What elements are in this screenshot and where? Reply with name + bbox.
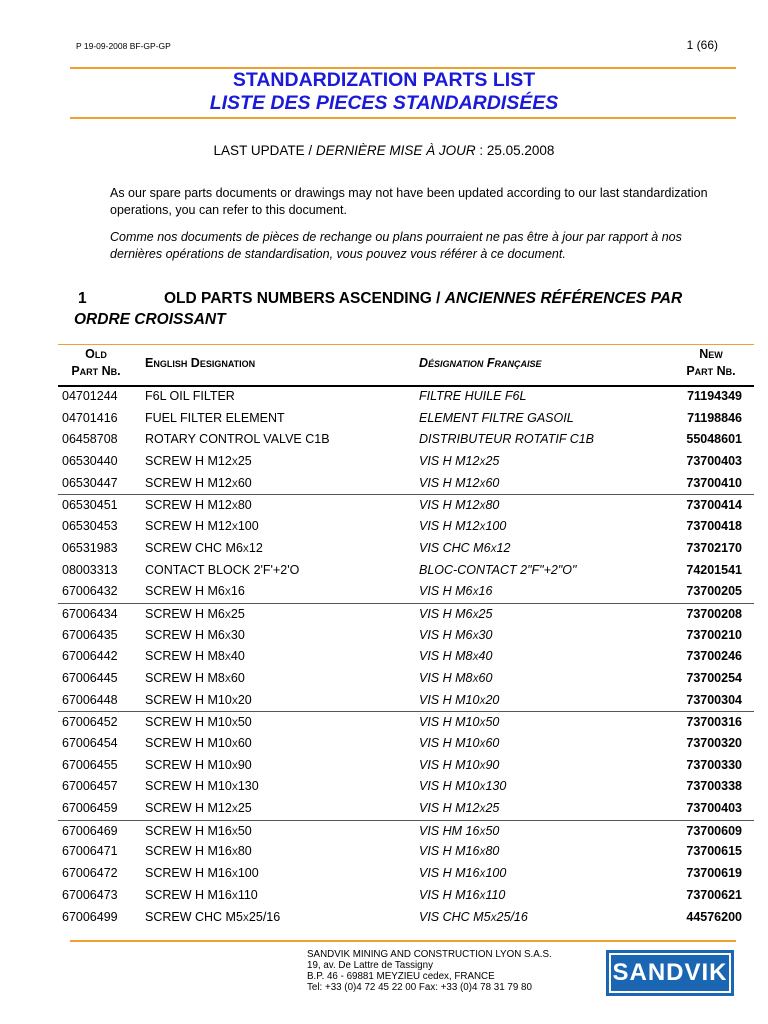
- table-row: [58, 538, 754, 560]
- old-part-number: 67006432: [62, 584, 118, 599]
- table-row: [58, 755, 754, 777]
- old-part-number: 67006469: [62, 823, 118, 838]
- french-designation: VIS H M10x20: [419, 692, 500, 707]
- french-designation: VIS HM 16x50: [419, 823, 500, 838]
- new-part-number: 73700403: [686, 801, 742, 816]
- old-part-number: 67006434: [62, 606, 118, 621]
- old-part-number: 06531983: [62, 540, 118, 555]
- english-designation: SCREW H M16x110: [145, 887, 258, 902]
- intro-french: Comme nos documents de pièces de rechange ou plans pourraient ne pas être à jour par rapport à nos dernières opérations de standardisation, vous pouvez vous référer à ce document.: [110, 230, 682, 261]
- header-french-designation: Désignation Française: [419, 356, 542, 370]
- english-designation: SCREW H M12x80: [145, 498, 252, 513]
- english-designation: SCREW H M16x100: [145, 866, 259, 881]
- english-designation: F6L OIL FILTER: [145, 389, 235, 403]
- header-old-part: [58, 346, 134, 380]
- old-part-number: 67006471: [62, 844, 118, 859]
- new-part-number: 73700418: [686, 519, 742, 534]
- new-part-number: 73700320: [686, 736, 742, 750]
- french-designation: VIS H M12x25: [419, 454, 500, 469]
- section-title-en: OLD PARTS NUMBERS ASCENDING /: [164, 290, 445, 307]
- old-part-number: 67006473: [62, 887, 118, 902]
- english-designation: SCREW H M8x60: [145, 670, 245, 685]
- english-designation: SCREW H M16x50: [145, 823, 252, 838]
- french-designation: VIS H M16x110: [419, 887, 506, 902]
- english-designation: ROTARY CONTROL VALVE C1B: [145, 432, 330, 447]
- table-row: [58, 625, 754, 647]
- new-part-number: 73700609: [686, 823, 742, 838]
- english-designation: SCREW H M16x80: [145, 844, 252, 859]
- french-designation: VIS H M6x25: [419, 606, 493, 621]
- old-part-number: 67006455: [62, 757, 118, 772]
- new-part-number: 73700414: [686, 498, 742, 513]
- table-row: [58, 516, 754, 538]
- table-top-rule: [58, 344, 754, 345]
- english-designation: SCREW CHC M5x25/16: [145, 909, 281, 924]
- new-part-number: 71198846: [687, 410, 742, 425]
- english-designation: SCREW H M10x50: [145, 715, 252, 730]
- new-part-number: 73700210: [686, 627, 742, 642]
- french-designation: VIS H M12x60: [419, 475, 500, 490]
- english-designation: FUEL FILTER ELEMENT: [145, 410, 285, 425]
- old-part-number: 67006459: [62, 801, 118, 816]
- section-number: 1: [78, 290, 87, 307]
- last-update-label-en: LAST UPDATE /: [213, 143, 316, 158]
- old-part-number: 67006457: [62, 779, 118, 794]
- english-designation: SCREW H M12x60: [145, 475, 252, 490]
- french-designation: VIS CHC M5x25/16: [419, 909, 528, 924]
- old-part-number: 08003313: [62, 562, 118, 577]
- french-designation: VIS H M10x60: [419, 736, 500, 750]
- english-designation: SCREW CHC M6x12: [145, 540, 263, 555]
- title-french: LISTE DES PIECES STANDARDISÉES: [209, 92, 559, 114]
- table-row: [58, 885, 754, 907]
- english-designation: SCREW H M12x100: [145, 519, 259, 534]
- new-part-number: 73700621: [686, 887, 742, 902]
- table-row: [58, 603, 754, 625]
- new-part-number: 73702170: [686, 540, 742, 555]
- parts-table: [58, 386, 754, 928]
- old-part-number: 06458708: [62, 432, 118, 447]
- header-new-line2: Part Nb.: [686, 364, 736, 378]
- old-part-number: 04701416: [62, 410, 118, 425]
- new-part-number: 73700246: [686, 649, 742, 664]
- table-row: [58, 863, 754, 885]
- header-old-line2: Part Nb.: [71, 364, 121, 378]
- old-part-number: 06530440: [62, 454, 118, 469]
- french-designation: FILTRE HUILE F6L: [419, 389, 527, 403]
- table-row: [58, 798, 754, 820]
- english-designation: SCREW H M12x25: [145, 454, 252, 469]
- intro-english: As our spare parts documents or drawings may not have been updated according to our last standardization operations, you can refer to this document.: [110, 186, 708, 217]
- new-part-number: 55048601: [686, 432, 742, 447]
- table-row: [58, 386, 754, 408]
- last-update-label-fr: DERNIÈRE MISE À JOUR: [315, 143, 476, 158]
- french-designation: ELEMENT FILTRE GASOIL: [419, 410, 574, 425]
- french-designation: VIS H M16x100: [419, 866, 507, 881]
- french-designation: VIS H M12x80: [419, 498, 500, 513]
- new-part-number: 73700254: [686, 670, 742, 685]
- new-part-number: 44576200: [686, 909, 742, 924]
- table-row: [58, 907, 754, 929]
- section-heading: [74, 288, 734, 330]
- footer-address: [307, 949, 552, 993]
- table-row: [58, 733, 754, 755]
- table-row: [58, 668, 754, 690]
- old-part-number: 04701244: [62, 389, 118, 403]
- old-part-number: 06530447: [62, 475, 118, 490]
- table-row: [58, 560, 754, 582]
- french-designation: VIS CHC M6x12: [419, 540, 511, 555]
- old-part-number: 67006452: [62, 715, 118, 730]
- header-english-designation: English Designation: [145, 356, 256, 370]
- old-part-number: 67006499: [62, 909, 118, 924]
- title-divider: [70, 117, 736, 119]
- table-row: [58, 581, 754, 603]
- header-new-line1: New: [699, 347, 723, 361]
- english-designation: SCREW H M6x30: [145, 627, 245, 642]
- header-new-part: [676, 346, 746, 380]
- french-designation: VIS H M10x90: [419, 757, 500, 772]
- table-row: [58, 820, 754, 842]
- new-part-number: 74201541: [686, 562, 742, 577]
- table-row: [58, 711, 754, 733]
- sandvik-logo-text: SANDVIK: [609, 953, 731, 993]
- new-part-number: 73700403: [686, 454, 742, 469]
- old-part-number: 06530453: [62, 519, 118, 534]
- french-designation: VIS H M6x30: [419, 627, 493, 642]
- english-designation: SCREW H M10x60: [145, 736, 252, 750]
- french-designation: VIS H M16x80: [419, 844, 500, 859]
- section-title-fr: ANCIENNES RÉFÉRENCES PAR ORDRE CROISSANT: [74, 290, 683, 328]
- french-designation: DISTRIBUTEUR ROTATIF C1B: [419, 432, 595, 447]
- french-designation: VIS H M8x40: [419, 649, 493, 664]
- new-part-number: 73700410: [686, 475, 742, 490]
- old-part-number: 67006454: [62, 736, 118, 750]
- new-part-number: 73700208: [686, 606, 742, 621]
- new-part-number: 73700304: [686, 692, 742, 707]
- english-designation: SCREW H M10x20: [145, 692, 252, 707]
- table-row: [58, 646, 754, 668]
- french-designation: VIS H M6x16: [419, 584, 493, 599]
- new-part-number: 73700330: [686, 757, 742, 772]
- english-designation: CONTACT BLOCK 2'F'+2'O: [145, 562, 300, 577]
- french-designation: VIS H M10x130: [419, 779, 507, 794]
- table-row: [58, 841, 754, 863]
- new-part-number: 73700205: [686, 584, 742, 599]
- english-designation: SCREW H M10x90: [145, 757, 252, 772]
- footer-address-line1: 19, av. De Lattre de Tassigny: [307, 960, 433, 971]
- new-part-number: 73700338: [686, 779, 742, 794]
- english-designation: SCREW H M6x16: [145, 584, 245, 599]
- old-part-number: 67006472: [62, 866, 118, 881]
- old-part-number: 67006445: [62, 670, 118, 685]
- new-part-number: 73700316: [686, 715, 742, 730]
- english-designation: SCREW H M12x25: [145, 801, 252, 816]
- table-row: [58, 473, 754, 495]
- page-number: 1 (66): [686, 38, 718, 52]
- english-designation: SCREW H M8x40: [145, 649, 245, 664]
- english-designation: SCREW H M10x130: [145, 779, 259, 794]
- english-designation: SCREW H M6x25: [145, 606, 245, 621]
- sandvik-logo: [606, 950, 734, 996]
- table-row: [58, 690, 754, 712]
- last-update: [0, 143, 768, 158]
- header-old-line1: Old: [85, 347, 107, 361]
- french-designation: BLOC-CONTACT 2"F"+2"O": [419, 562, 577, 577]
- last-update-date: : 25.05.2008: [475, 143, 555, 158]
- footer-divider: [70, 940, 736, 942]
- french-designation: VIS H M10x50: [419, 715, 500, 730]
- document-reference: P 19-09-2008 BF-GP-GP: [76, 41, 171, 51]
- table-row: [58, 451, 754, 473]
- footer-phone: Tel: +33 (0)4 72 45 22 00 Fax: +33 (0)4 78 31 79 80: [307, 982, 532, 993]
- title-english: STANDARDIZATION PARTS LIST: [232, 69, 536, 91]
- new-part-number: 71194349: [687, 389, 742, 403]
- french-designation: VIS H M8x60: [419, 670, 493, 685]
- old-part-number: 06530451: [62, 498, 118, 513]
- table-row: [58, 776, 754, 798]
- old-part-number: 67006448: [62, 692, 118, 707]
- old-part-number: 67006435: [62, 627, 118, 642]
- french-designation: VIS H M12x100: [419, 519, 507, 534]
- footer-company: SANDVIK MINING AND CONSTRUCTION LYON S.A.S.: [307, 949, 552, 960]
- new-part-number: 73700615: [686, 844, 742, 859]
- table-row: [58, 408, 754, 430]
- table-row: [58, 429, 754, 451]
- old-part-number: 67006442: [62, 649, 118, 664]
- new-part-number: 73700619: [686, 866, 742, 881]
- table-row: [58, 494, 754, 516]
- french-designation: VIS H M12x25: [419, 801, 500, 816]
- footer-address-line2: B.P. 46 - 69881 MEYZIEU cedex, FRANCE: [307, 971, 495, 982]
